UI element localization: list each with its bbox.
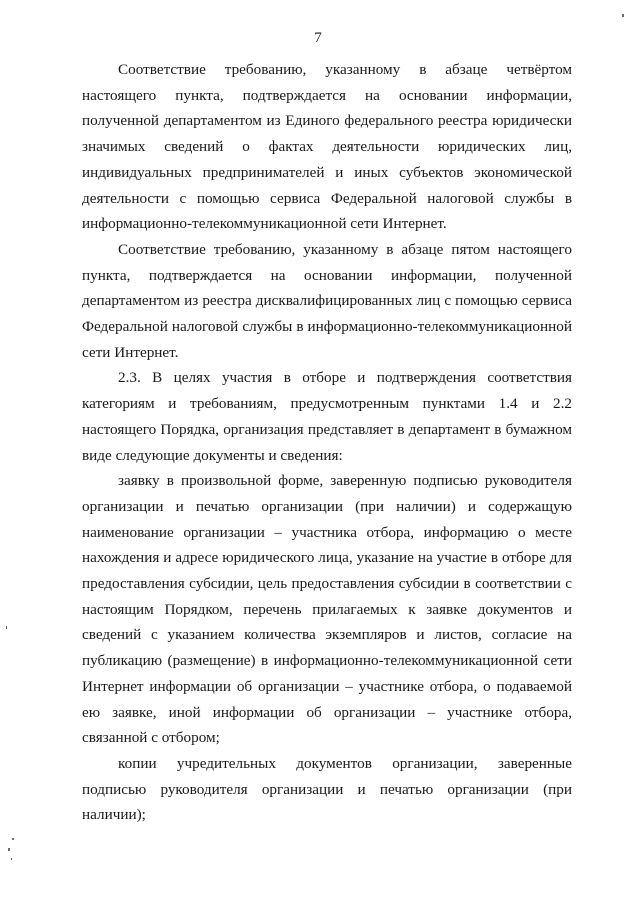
paragraph-application: заявку в произвольной форме, заверенную подписью руководителя организации и печатью организации (при наличии) и содержащую наименование организации – участника отбора, информацию о месте нахождения и адресе юридического лица, указание на участие в отборе для предоставления субсидии, цель предоставления субсидии в соответствии с настоящим Порядком, перечень прилагаемых к заявке документов и сведений с указанием количества экземпляров и листов, согласие на публикацию (размещение) в информационно-телекоммуникационной сети Интернет информации об организации – участнике отбора, о подаваемой ею заявке, иной информации об организации – участнике отбора, связанной с отбором;	[82, 472, 572, 747]
scan-speck	[6, 626, 7, 629]
scan-speck	[622, 14, 624, 17]
scan-speck	[12, 838, 14, 840]
document-body	[82, 57, 572, 828]
paragraph-founding-documents: копии учредительных документов организации, заверенные подписью руководителя организации и печатью организации (при наличии);	[82, 754, 572, 824]
paragraph-fns-registry: Соответствие требованию, указанному в абзаце четвёртом настоящего пункта, подтверждается на основании информации, полученной департаментом из Единого федерального реестра юридически значимых сведений о фактах деятельности юридических лиц, индивидуальных предпринимателей и иных субъектов экономической деятельности с помощью сервиса Федеральной налоговой службы в информационно-телекоммуникационной сети Интернет.	[82, 61, 572, 233]
paragraph-2-3: 2.3. В целях участия в отборе и подтверждения соответствия категориям и требованиям, предусмотренным пунктами 1.4 и 2.2 настоящего Порядка, организация представляет в департамент в бумажном виде следующие документы и сведения:	[82, 369, 572, 464]
scan-speck	[8, 848, 10, 851]
paragraph-disqualified-registry: Соответствие требованию, указанному в абзаце пятом настоящего пункта, подтверждается на основании информации, полученной департаментом из реестра дисквалифицированных лиц с помощью сервиса Федеральной налоговой службы в информационно-телекоммуникационной сети Интернет.	[82, 240, 572, 361]
scan-speck	[11, 858, 12, 860]
page-number: 7	[314, 30, 322, 46]
